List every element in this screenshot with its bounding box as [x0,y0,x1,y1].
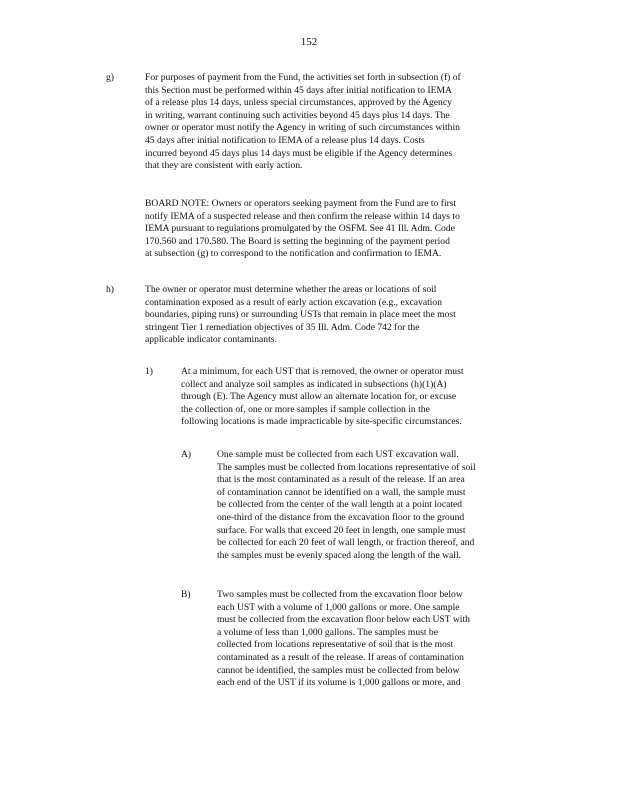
text-line: one-third of the distance from the excavation floor to the ground [217,511,465,523]
text-line: that is the most contaminated as a result of the release. If an area [217,474,465,486]
text-line: that they are consistent with early action. [145,160,303,172]
sub-b-paragraph [217,589,537,690]
page-number: 152 [300,36,318,48]
text-line: be collected from the center of the wall length at a point located [217,499,463,511]
text-line: Two samples must be collected from the excavation floor below [217,589,463,600]
section-h-paragraph [145,284,545,347]
item-1-paragraph [181,366,531,429]
text-line: owner or operator must notify the Agency in writing of such circumstances within [145,122,460,134]
text-line: a volume of less than 1,000 gallons. The samples must be [217,626,438,638]
text-line: through (E). The Agency must allow an alternate location for, or excuse [181,391,457,403]
text-line: contaminated as a result of the release. If areas of contamination [217,651,464,663]
text-line: 45 days after initial notification to IEMA of a release plus 14 days. Costs [145,134,425,146]
text-line: incurred beyond 45 days plus 14 days must be eligible if the Agency determines [145,147,453,159]
text-line: collected from locations representative of soil that is the most [217,639,454,651]
text-line: each end of the UST if its volume is 1,000 gallons or more, and [217,677,461,689]
text-line: boundaries, piping runs) or surrounding USTs that remain in place meet the most [145,309,456,321]
text-line: be collected for each 20 feet of wall length, or fraction thereof, and [217,537,475,549]
item-1-marker: 1) [145,366,153,377]
text-line: notify IEMA of a suspected release and then confirm the release within 14 days to [145,210,460,222]
text-line: The owner or operator must determine whether the areas or locations of soil [145,284,437,295]
text-line: this Section must be performed within 45 days after initial notification to IEMA [145,84,452,96]
text-line: following locations is made impracticable by site-specific circumstances. [181,416,462,428]
text-line: each UST with a volume of 1,000 gallons or more. One sample [217,601,460,613]
section-h-marker: h) [106,284,114,295]
board-note [145,198,545,261]
text-line: at subsection (g) to correspond to the notification and confirmation to IEMA. [145,248,442,260]
text-line: BOARD NOTE: Owners or operators seeking payment from the Fund are to first [145,198,457,209]
section-g-marker: g) [106,72,114,83]
text-line: the samples must be evenly spaced along the length of the wall. [217,549,462,561]
text-line: applicable indicator contaminants. [145,334,277,346]
text-line: of contamination cannot be identified on a wall, the sample must [217,486,466,498]
text-line: must be collected from the excavation floor below each UST with [217,614,470,626]
text-line: One sample must be collected from each UST excavation wall. [217,449,459,460]
text-line: surface. For walls that exceed 20 feet in length, one sample must [217,524,466,536]
sub-a-paragraph [217,449,537,562]
sub-b-marker: B) [181,589,191,600]
text-line: For purposes of payment from the Fund, the activities set forth in subsection (f) of [145,72,461,83]
text-line: contamination exposed as a result of early action excavation (e.g., excavation [145,296,443,308]
text-line: IEMA pursuant to regulations promulgated by the OSFM. See 41 Ill. Adm. Code [145,223,455,235]
text-line: 170.560 and 170.580. The Board is setting the beginning of the payment period [145,235,450,247]
text-line: of a release plus 14 days, unless special circumstances, approved by the Agency [145,97,452,109]
sub-a-marker: A) [181,449,192,460]
text-line: the collection of, one or more samples if sample collection in the [181,403,430,415]
text-line: cannot be identified, the samples must be collected from below [217,664,460,676]
text-line: At a minimum, for each UST that is removed, the owner or operator must [181,366,464,377]
text-line: collect and analyze soil samples as indicated in subsections (h)(1)(A) [181,378,447,390]
section-g-paragraph [145,72,545,173]
text-line: The samples must be collected from locations representative of soil [217,461,476,473]
text-line: stringent Tier 1 remediation objectives of 35 Ill. Adm. Code 742 for the [145,321,420,333]
text-line: in writing, warrant continuing such activities beyond 45 days plus 14 days. The [145,109,450,121]
